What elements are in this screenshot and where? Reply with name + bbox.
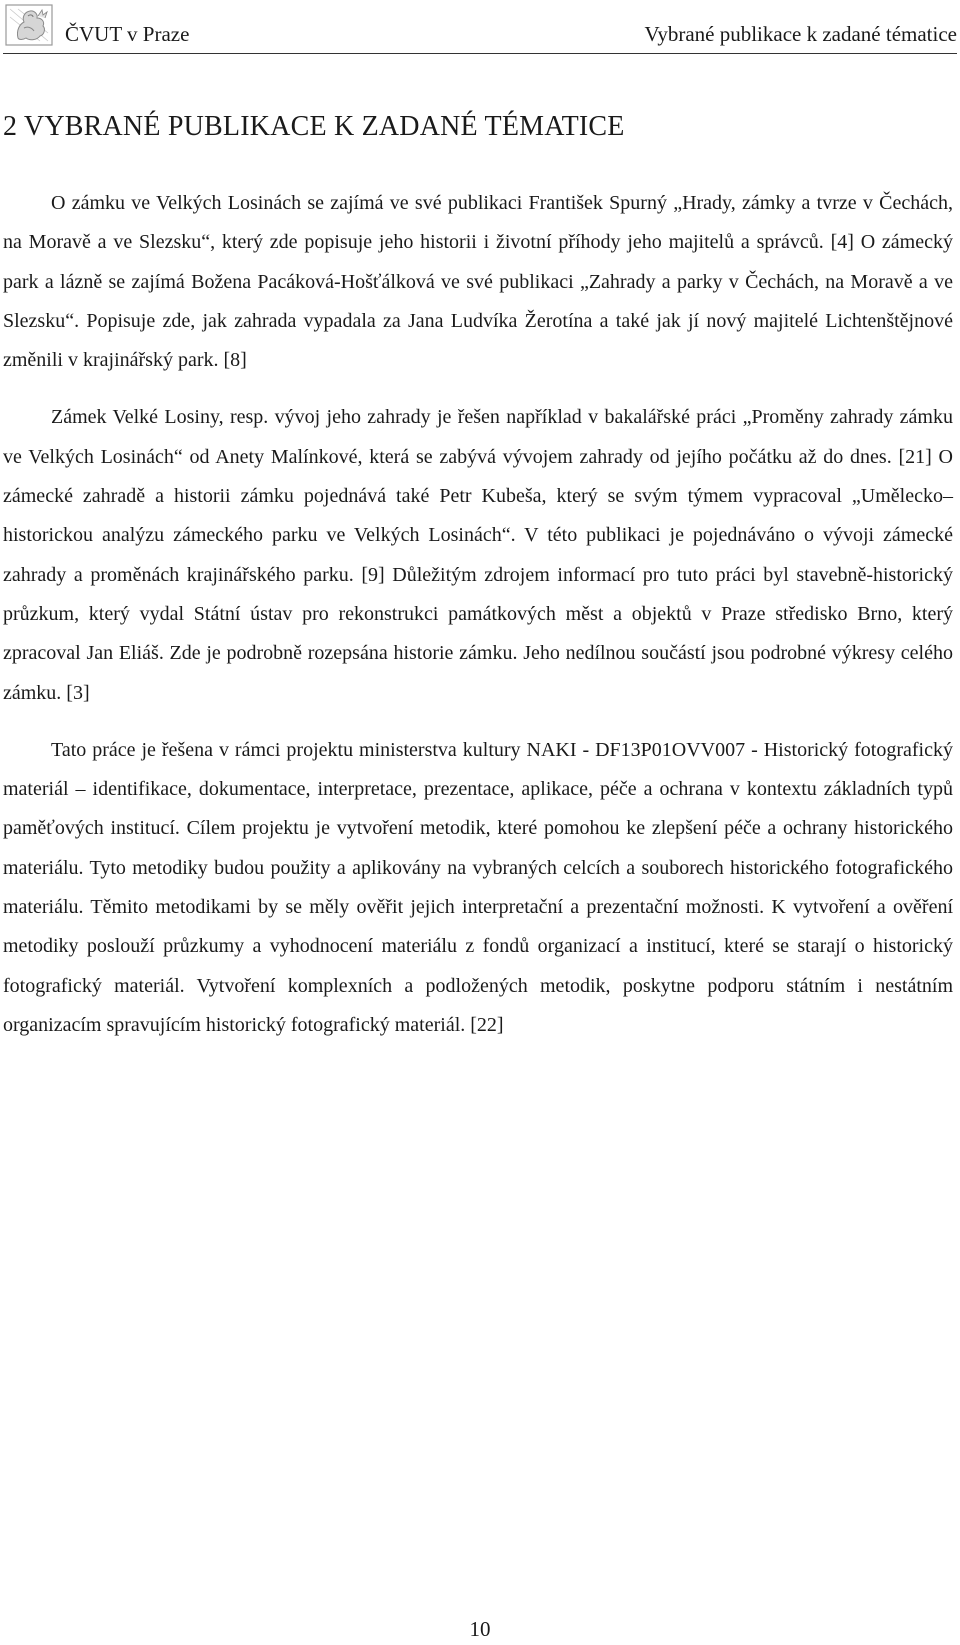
body-text: [3, 184, 953, 1045]
page-header: [0, 0, 960, 62]
paragraph-naki-project: Tato práce je řešena v rámci projektu ministerstva kultury NAKI - DF13P01OVV007 - Historický fotografický materiál – identifikace, dokumentace, interpretace, prezentace, aplikace, péče a ochrana v kontextu základních typů paměťových institucí. Cílem projektu je vytvoření metodik, které pomohou ke zlepšení péče a ochrany historického materiálu. Tyto metodiky budou použity a aplikovány na vybraných celcích a souborech historického fotografického materiálu. Těmito metodikami by se měly ověřit jejich interpretační a prezentační možnosti. K vytvoření a ověření metodiky poslouží průzkumy a vyhodnocení materiálu z fondů organizací a institucí, které se starají o historický fotografický materiál. Vytvoření komplexních a podložených metodik, poskytne podporu státním i nestátním organizacím spravujícím historický fotografický materiál. [22]: [3, 738, 953, 1036]
header-divider: [3, 53, 957, 54]
paragraph-thesis-and-survey: Zámek Velké Losiny, resp. vývoj jeho zahrady je řešen například v bakalářské práci „Proměny zahrady zámku ve Velkých Losinách“ od Anety Malínkové, která se zabývá vývojem zahrady od jejího počátku až do dnes. [21] O zámecké zahradě a historii zámku pojednává také Petr Kubeša, který se svým týmem vypracoval „Umělecko–historickou analýzu zámeckého parku ve Velkých Losinách“. V této publikaci je pojednáváno o vývoji zámecké zahrady a proměnách krajinářského parku. [9] Důležitým zdrojem informací pro tuto práci byl stavebně-historický průzkum, který vydal Státní ústav pro rekonstrukci památkových měst a objektů v Praze středisko Brno, který zpracoval Jan Eliáš. Zde je podrobně rozepsána historie zámku. Jeho nedílnou součástí jsou podrobné výkresy celého zámku. [3]: [3, 406, 953, 704]
paragraph-literature-sources: O zámku ve Velkých Losinách se zajímá ve své publikaci František Spurný „Hrady, zámky a tvrze v Čechách, na Moravě a ve Slezsku“, který zde popisuje jeho historii i životní příhody jeho majitelů a správců. [4] O zámecký park a lázně se zajímá Božena Pacáková-Hošťálková ve své publikaci „Zahrady a parky v Čechách, na Moravě a ve Slezsku“. Popisuje zde, jak zahrada vypadala za Jana Ludvíka Žerotína a také jak jí nový majitelé Lichtenštějnové změnili v krajinářský park. [8]: [3, 192, 953, 372]
cvut-lion-logo-icon: [4, 2, 60, 48]
page-number: 10: [469, 1617, 491, 1641]
header-chapter-title: Vybrané publikace k zadané tématice: [644, 22, 957, 46]
chapter-heading: 2 VYBRANÉ PUBLIKACE K ZADANÉ TÉMATICE: [3, 111, 625, 142]
header-institution: ČVUT v Praze: [65, 22, 190, 46]
